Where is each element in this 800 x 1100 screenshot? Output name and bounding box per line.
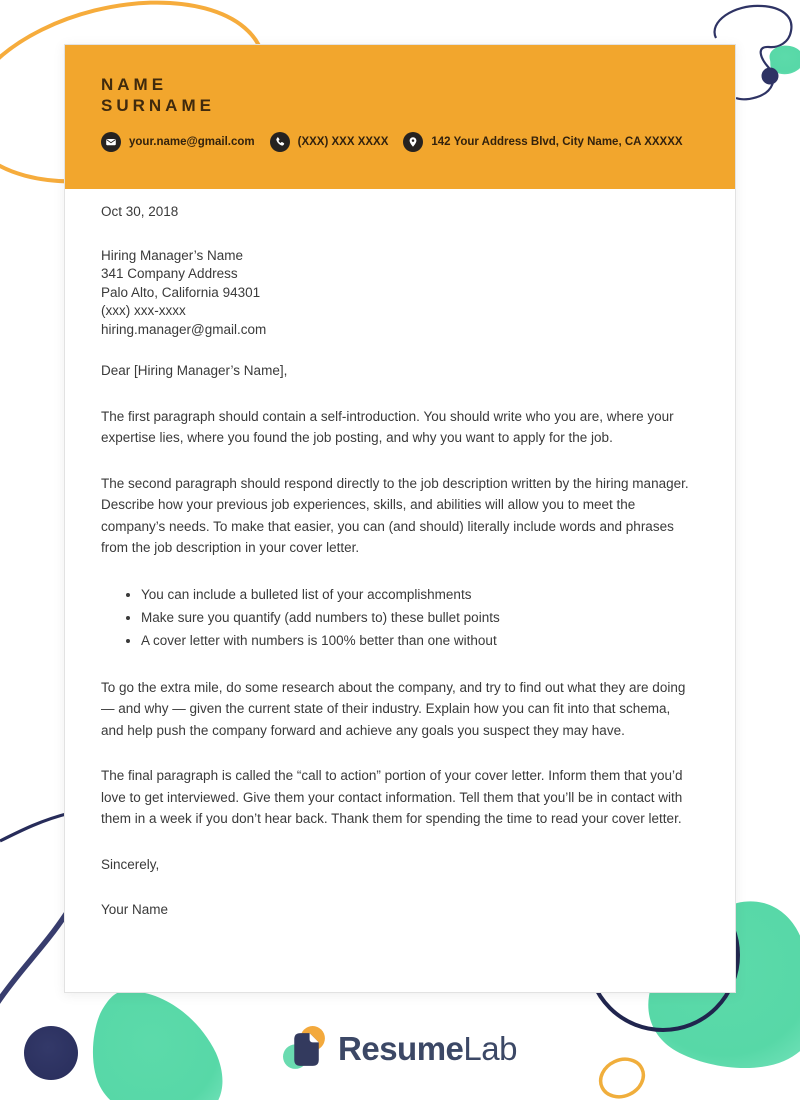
paragraph-extra-mile: To go the extra mile, do some research about the company, and try to find out what they are doing — and why — given the current state of their industry. Explain how you can fit into that schema, and help push the company forward and achieve any goals you suspect they may have. xyxy=(101,679,686,738)
resumelab-logo[interactable] xyxy=(0,1025,800,1072)
contact-address xyxy=(403,132,682,152)
list-item: • Make sure you quantify (add numbers to) these bullet points xyxy=(141,606,689,629)
paragraph-intro: The first paragraph should contain a self-introduction. You should write who you are, where your expertise lies, where you found the job posting, and why you want to apply for the job. xyxy=(101,408,674,446)
recipient-city: Palo Alto, California 94301 xyxy=(101,284,261,300)
navy-line-bottom-left xyxy=(0,914,66,1002)
last-name: SURNAME xyxy=(101,96,215,115)
navy-arc-left xyxy=(0,813,70,841)
location-icon xyxy=(403,132,423,152)
signature: Your Name xyxy=(101,902,169,918)
recipient-block xyxy=(101,247,689,340)
contact-phone-text: (XXX) XXX XXXX xyxy=(297,136,389,148)
first-name: NAME xyxy=(101,75,168,94)
contact-phone xyxy=(270,132,389,152)
accomplishments-list xyxy=(101,583,689,652)
recipient-phone: (xxx) xxx-xxxx xyxy=(101,303,186,319)
letter-date: Oct 30, 2018 xyxy=(101,204,179,219)
closing: Sincerely, xyxy=(101,856,160,872)
brand-bold-part: Resume xyxy=(338,1030,464,1067)
phone-icon xyxy=(270,132,290,152)
resumelab-logo-icon xyxy=(283,1025,328,1072)
contact-email xyxy=(101,132,255,152)
resumelab-logo-text xyxy=(338,1025,517,1072)
recipient-name: Hiring Manager’s Name xyxy=(101,247,244,263)
letter-header xyxy=(65,45,735,189)
recipient-email: hiring.manager@gmail.com xyxy=(101,321,267,337)
contact-address-text: 142 Your Address Blvd, City Name, CA XXXXX xyxy=(431,136,683,148)
paragraph-call-to-action: The final paragraph is called the “call to action” portion of your cover letter. Inform them that you’d love to get interviewed. Give them your contact information. Tell them that you’ll be in contact with them in a week if you don’t hear back. Thank them for spending the time to read your cover letter. xyxy=(101,768,683,827)
candidate-name xyxy=(101,74,689,116)
list-item: • A cover letter with numbers is 100% better than one without xyxy=(141,629,689,652)
paragraph-second: The second paragraph should respond directly to the job description written by the hiring manager. Describe how your previous job experiences, skills, and abilities will allow you to meet the company’s needs. To make that easier, you can (and should) literally include words and phrases from the job description in your cover letter. xyxy=(101,475,689,556)
salutation: Dear [Hiring Manager’s Name], xyxy=(101,363,288,379)
cover-letter-document xyxy=(64,44,736,993)
brand-light-part: Lab xyxy=(463,1030,517,1067)
list-item: • You can include a bulleted list of your accomplishments xyxy=(141,583,689,606)
recipient-address: 341 Company Address xyxy=(101,266,238,282)
letter-body xyxy=(65,189,735,921)
contact-row xyxy=(101,132,689,152)
email-icon xyxy=(101,132,121,152)
navy-dot xyxy=(762,68,779,85)
contact-email-text: your.name@gmail.com xyxy=(129,136,255,148)
